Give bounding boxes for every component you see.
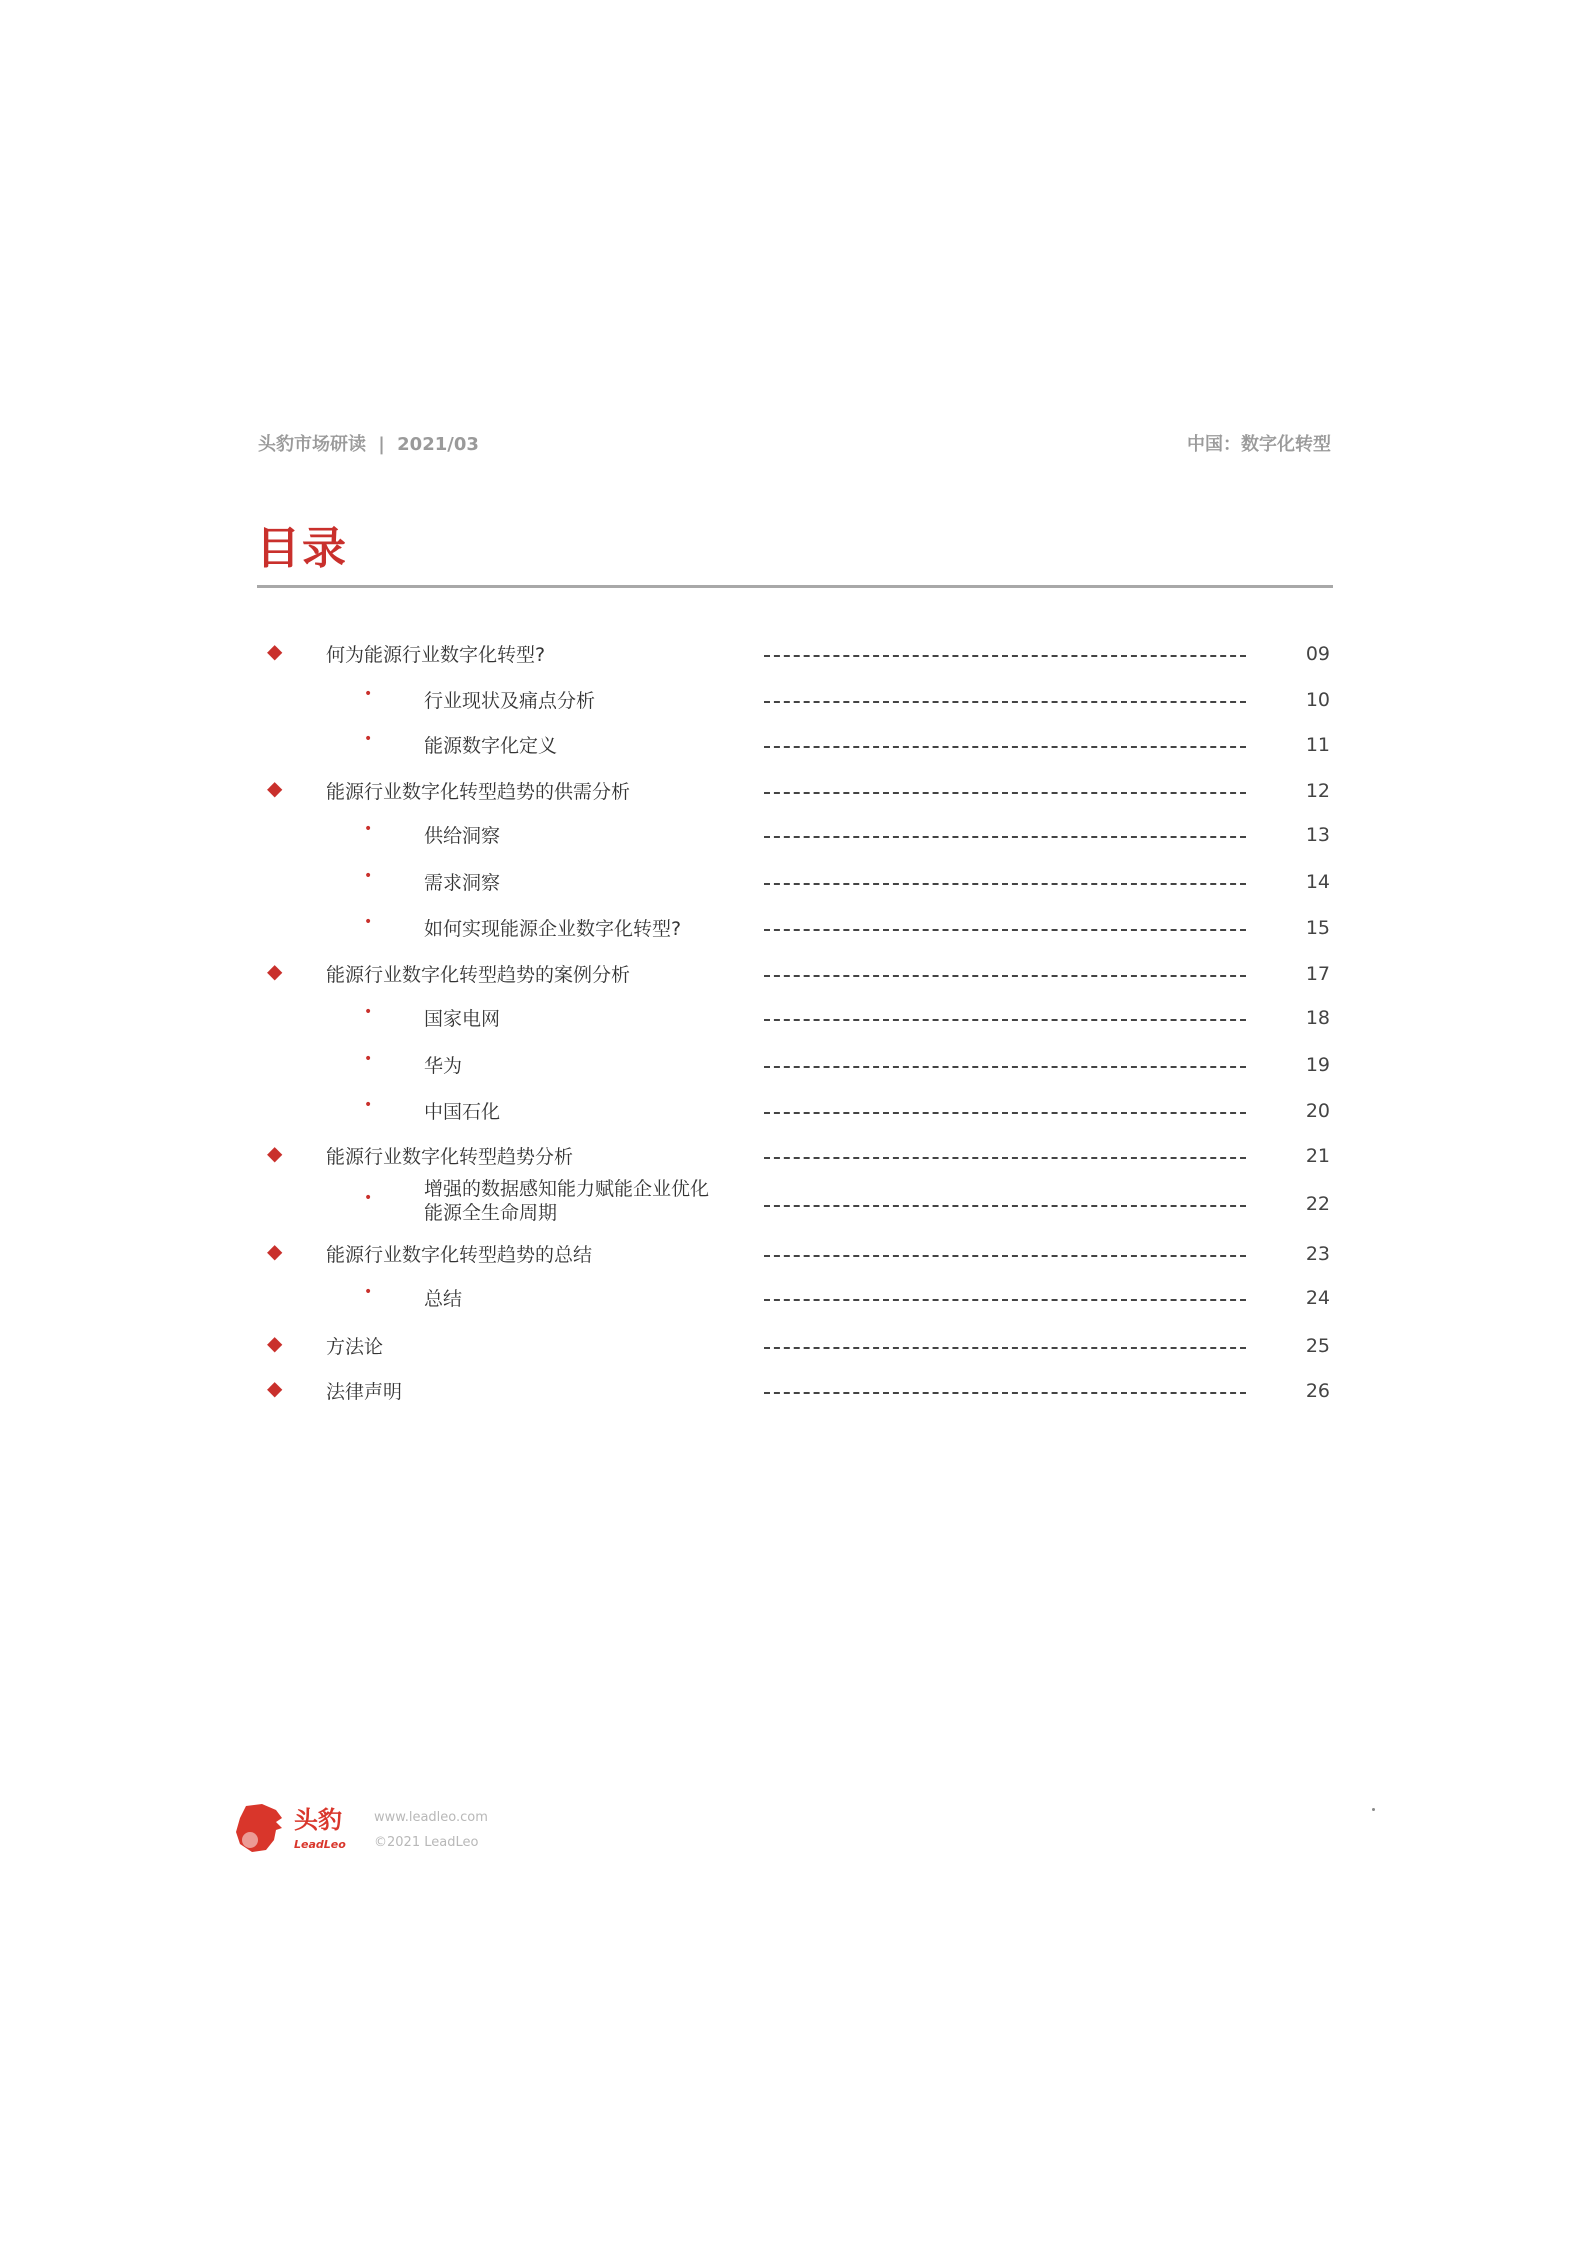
toc-label: 需求洞察 <box>424 872 501 894</box>
toc-label: 增强的数据感知能力赋能企业优化能源全生命周期 <box>424 1178 710 1224</box>
dot-bullet-icon: • <box>364 1004 373 1020</box>
dot-leader <box>764 1205 1246 1207</box>
dot-leader <box>764 975 1246 977</box>
toc-label: 如何实现能源企业数字化转型? <box>424 918 682 940</box>
header-topic: 中国：数字化转型 <box>1187 434 1331 455</box>
toc-label: 能源行业数字化转型趋势的总结 <box>326 1244 593 1266</box>
leopard-logo-icon <box>232 1800 362 1856</box>
dot-bullet-icon: • <box>364 1097 373 1113</box>
toc-entry[interactable] <box>0 869 1586 899</box>
toc-label: 国家电网 <box>424 1008 501 1030</box>
toc-page-number: 19 <box>1305 1054 1330 1076</box>
diamond-bullet-icon: ◆ <box>267 1331 283 1355</box>
dot-leader <box>764 792 1246 794</box>
toc-label: 能源行业数字化转型趋势的供需分析 <box>326 781 631 803</box>
footer-copyright: ©2021 LeadLeo <box>374 1835 479 1850</box>
toc-entry[interactable] <box>0 1178 1586 1224</box>
diamond-bullet-icon: ◆ <box>267 959 283 983</box>
header-separator: | <box>378 434 385 455</box>
dot-leader <box>764 836 1246 838</box>
toc-page-number: 23 <box>1305 1243 1330 1265</box>
toc-entry[interactable] <box>0 1378 1586 1408</box>
diamond-bullet-icon: ◆ <box>267 1141 283 1165</box>
toc-label: 华为 <box>424 1055 463 1077</box>
toc-page-number: 14 <box>1305 871 1330 893</box>
dot-leader <box>764 1347 1246 1349</box>
toc-page-number: 10 <box>1305 689 1330 711</box>
toc-page-number: 12 <box>1305 780 1330 802</box>
dot-leader <box>764 1112 1246 1114</box>
header-publisher <box>258 430 479 456</box>
toc-entry[interactable] <box>0 1143 1586 1173</box>
svg-text:LeadLeo: LeadLeo <box>294 1838 346 1851</box>
page-title: 目录 <box>256 523 348 574</box>
toc-page-number: 09 <box>1305 643 1330 665</box>
toc-page-number: 13 <box>1305 824 1330 846</box>
dot-leader <box>764 746 1246 748</box>
dot-bullet-icon: • <box>364 1051 373 1067</box>
svg-text:头豹: 头豹 <box>294 1806 342 1834</box>
header-date: 2021/03 <box>397 434 479 455</box>
toc-label: 能源行业数字化转型趋势分析 <box>326 1146 574 1168</box>
toc-page-number: 15 <box>1305 917 1330 939</box>
dot-leader <box>764 655 1246 657</box>
leadleo-logo <box>232 1800 362 1860</box>
dot-bullet-icon: • <box>364 731 373 747</box>
publisher-name: 头豹市场研读 <box>258 434 366 455</box>
title-divider <box>257 585 1333 588</box>
page-mark <box>1372 1808 1375 1811</box>
dot-leader <box>764 1066 1246 1068</box>
toc-label: 法律声明 <box>326 1381 403 1403</box>
dot-bullet-icon: • <box>364 868 373 884</box>
toc-label: 总结 <box>424 1288 463 1310</box>
dot-bullet-icon: • <box>364 821 373 837</box>
toc-page-number: 24 <box>1305 1287 1330 1309</box>
dot-leader <box>764 1019 1246 1021</box>
toc-entry[interactable] <box>0 641 1586 671</box>
toc-entry[interactable] <box>0 1098 1586 1128</box>
toc-label: 能源数字化定义 <box>424 735 558 757</box>
toc-label: 行业现状及痛点分析 <box>424 690 596 712</box>
dot-leader <box>764 929 1246 931</box>
toc-label: 中国石化 <box>424 1101 501 1123</box>
toc-entry[interactable] <box>0 1052 1586 1082</box>
dot-leader <box>764 883 1246 885</box>
diamond-bullet-icon: ◆ <box>267 1239 283 1263</box>
dot-bullet-icon: • <box>364 914 373 930</box>
toc-entry[interactable] <box>0 1333 1586 1363</box>
dot-leader <box>764 1299 1246 1301</box>
diamond-bullet-icon: ◆ <box>267 776 283 800</box>
dot-leader <box>764 1255 1246 1257</box>
toc-page-number: 25 <box>1305 1335 1330 1357</box>
diamond-bullet-icon: ◆ <box>267 639 283 663</box>
toc-label: 供给洞察 <box>424 825 501 847</box>
toc-page-number: 20 <box>1305 1100 1330 1122</box>
toc-entry[interactable] <box>0 778 1586 808</box>
toc-page-number: 18 <box>1305 1007 1330 1029</box>
diamond-bullet-icon: ◆ <box>267 1376 283 1400</box>
toc-label: 何为能源行业数字化转型? <box>326 644 546 666</box>
dot-leader <box>764 1157 1246 1159</box>
toc-label: 方法论 <box>326 1336 384 1358</box>
toc-entry[interactable] <box>0 687 1586 717</box>
toc-entry[interactable] <box>0 822 1586 852</box>
dot-bullet-icon: • <box>364 686 373 702</box>
dot-bullet-icon: • <box>364 1284 373 1300</box>
toc-entry[interactable] <box>0 1005 1586 1035</box>
dot-bullet-icon: • <box>364 1190 373 1206</box>
toc-label: 能源行业数字化转型趋势的案例分析 <box>326 964 631 986</box>
toc-entry[interactable] <box>0 1285 1586 1315</box>
dot-leader <box>764 1392 1246 1394</box>
toc-entry[interactable] <box>0 1241 1586 1271</box>
toc-page-number: 11 <box>1305 734 1330 756</box>
dot-leader <box>764 701 1246 703</box>
toc-page-number: 22 <box>1305 1193 1330 1215</box>
toc-entry[interactable] <box>0 732 1586 762</box>
toc-page-number: 26 <box>1305 1380 1330 1402</box>
toc-entry[interactable] <box>0 915 1586 945</box>
toc-entry[interactable] <box>0 961 1586 991</box>
toc-page-number: 17 <box>1305 963 1330 985</box>
footer-url[interactable]: www.leadleo.com <box>374 1810 488 1825</box>
toc-page-number: 21 <box>1305 1145 1330 1167</box>
